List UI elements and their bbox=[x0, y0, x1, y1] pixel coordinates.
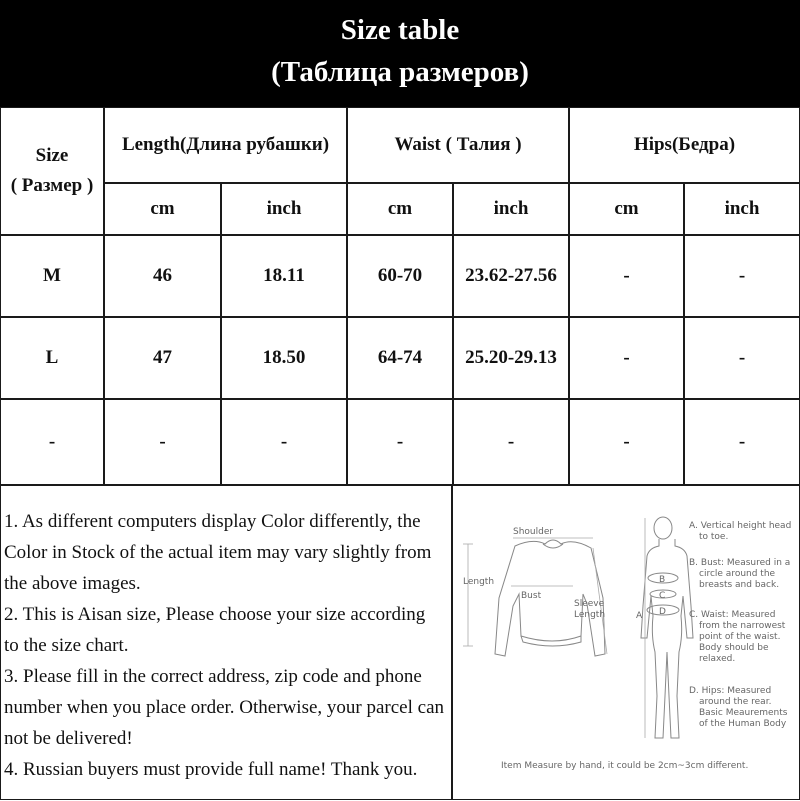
unit-header: inch bbox=[221, 183, 347, 235]
table-cell: - bbox=[453, 399, 569, 485]
note-line: 3. Please fill in the correct address, zip code and phone bbox=[4, 666, 422, 687]
table-cell: - bbox=[684, 317, 800, 399]
unit-header: cm bbox=[347, 183, 453, 235]
legend-c-line: C. Waist: Measured bbox=[689, 610, 776, 620]
note-line: number when you place order. Otherwise, your parcel can bbox=[4, 697, 444, 718]
body-letter-d: D bbox=[659, 607, 666, 617]
note-line: Color in Stock of the actual item may vary slightly from bbox=[4, 542, 432, 563]
notes-panel bbox=[0, 485, 452, 800]
size-column-header bbox=[0, 107, 104, 235]
sleeve-label-2: Length bbox=[574, 610, 606, 620]
table-cell: - bbox=[684, 235, 800, 317]
legend-c-line: Body should be bbox=[699, 643, 769, 653]
waist-group-header: Waist ( Талия ) bbox=[347, 107, 569, 183]
legend-c-line: from the narrowest bbox=[699, 621, 786, 631]
note-line: not be delivered! bbox=[4, 728, 133, 749]
shirt-drawing bbox=[495, 540, 605, 656]
size-header-en: Size bbox=[35, 144, 69, 166]
bust-label: Bust bbox=[521, 591, 542, 601]
body-letter-a: A bbox=[636, 611, 643, 621]
size-table bbox=[0, 107, 800, 485]
header-subtitle: (Таблица размеров) bbox=[271, 56, 529, 88]
legend-d-line: D. Hips: Measured bbox=[689, 686, 772, 696]
legend-b-line: breasts and back. bbox=[699, 580, 780, 590]
body-letter-c: C bbox=[659, 591, 666, 601]
table-cell: - bbox=[569, 235, 684, 317]
note-line: 2. This is Aisan size, Please choose your size according bbox=[4, 604, 426, 625]
table-cell: - bbox=[104, 399, 221, 485]
table-cell: - bbox=[221, 399, 347, 485]
table-cell: 18.50 bbox=[221, 317, 347, 399]
note-line: 4. Russian buyers must provide full name! Thank you. bbox=[4, 759, 418, 780]
table-cell: 25.20-29.13 bbox=[453, 317, 569, 399]
table-cell: 23.62-27.56 bbox=[453, 235, 569, 317]
measurement-illustration bbox=[453, 486, 800, 801]
legend-d-line: Basic Meaurements bbox=[699, 708, 788, 718]
size-header-ru: ( Размер ) bbox=[10, 175, 94, 196]
unit-header: cm bbox=[104, 183, 221, 235]
table-cell-size: M bbox=[0, 235, 104, 317]
measurement-legend bbox=[689, 521, 791, 729]
body-letter-b: B bbox=[659, 575, 666, 585]
unit-header: inch bbox=[684, 183, 800, 235]
note-line: 1. As different computers display Color differently, the bbox=[4, 511, 421, 532]
size-table-header bbox=[0, 0, 800, 107]
legend-a-line: A. Vertical height head bbox=[689, 521, 792, 531]
header-title: Size table bbox=[340, 14, 460, 46]
note-line: to the size chart. bbox=[4, 635, 129, 656]
legend-b-line: B. Bust: Measured in a bbox=[689, 558, 791, 568]
table-cell: 18.11 bbox=[221, 235, 347, 317]
shoulder-label: Shoulder bbox=[513, 527, 554, 537]
measurement-guide bbox=[452, 485, 800, 800]
body-figure bbox=[641, 517, 693, 738]
table-cell: - bbox=[347, 399, 453, 485]
legend-c-line: relaxed. bbox=[699, 654, 736, 664]
unit-header: inch bbox=[453, 183, 569, 235]
unit-header: cm bbox=[569, 183, 684, 235]
table-cell: - bbox=[569, 399, 684, 485]
measure-footnote: Item Measure by hand, it could be 2cm~3cm different. bbox=[501, 761, 749, 771]
sleeve-label-1: Sleeve bbox=[574, 599, 605, 609]
table-cell-size: L bbox=[0, 317, 104, 399]
legend-c-line: point of the waist. bbox=[699, 632, 781, 642]
table-cell: 64-74 bbox=[347, 317, 453, 399]
table-cell-size: - bbox=[0, 399, 104, 485]
length-group-header: Length(Длина рубашки) bbox=[104, 107, 347, 183]
legend-a-line: to toe. bbox=[699, 532, 729, 542]
table-cell: - bbox=[569, 317, 684, 399]
note-line: the above images. bbox=[4, 573, 141, 594]
table-cell: 47 bbox=[104, 317, 221, 399]
table-cell: - bbox=[684, 399, 800, 485]
length-label: Length bbox=[463, 577, 495, 587]
hips-group-header: Hips(Бедра) bbox=[569, 107, 800, 183]
legend-d-line: of the Human Body bbox=[699, 719, 787, 729]
table-cell: 60-70 bbox=[347, 235, 453, 317]
legend-d-line: around the rear. bbox=[699, 697, 772, 707]
table-cell: 46 bbox=[104, 235, 221, 317]
legend-b-line: circle around the bbox=[699, 569, 776, 579]
